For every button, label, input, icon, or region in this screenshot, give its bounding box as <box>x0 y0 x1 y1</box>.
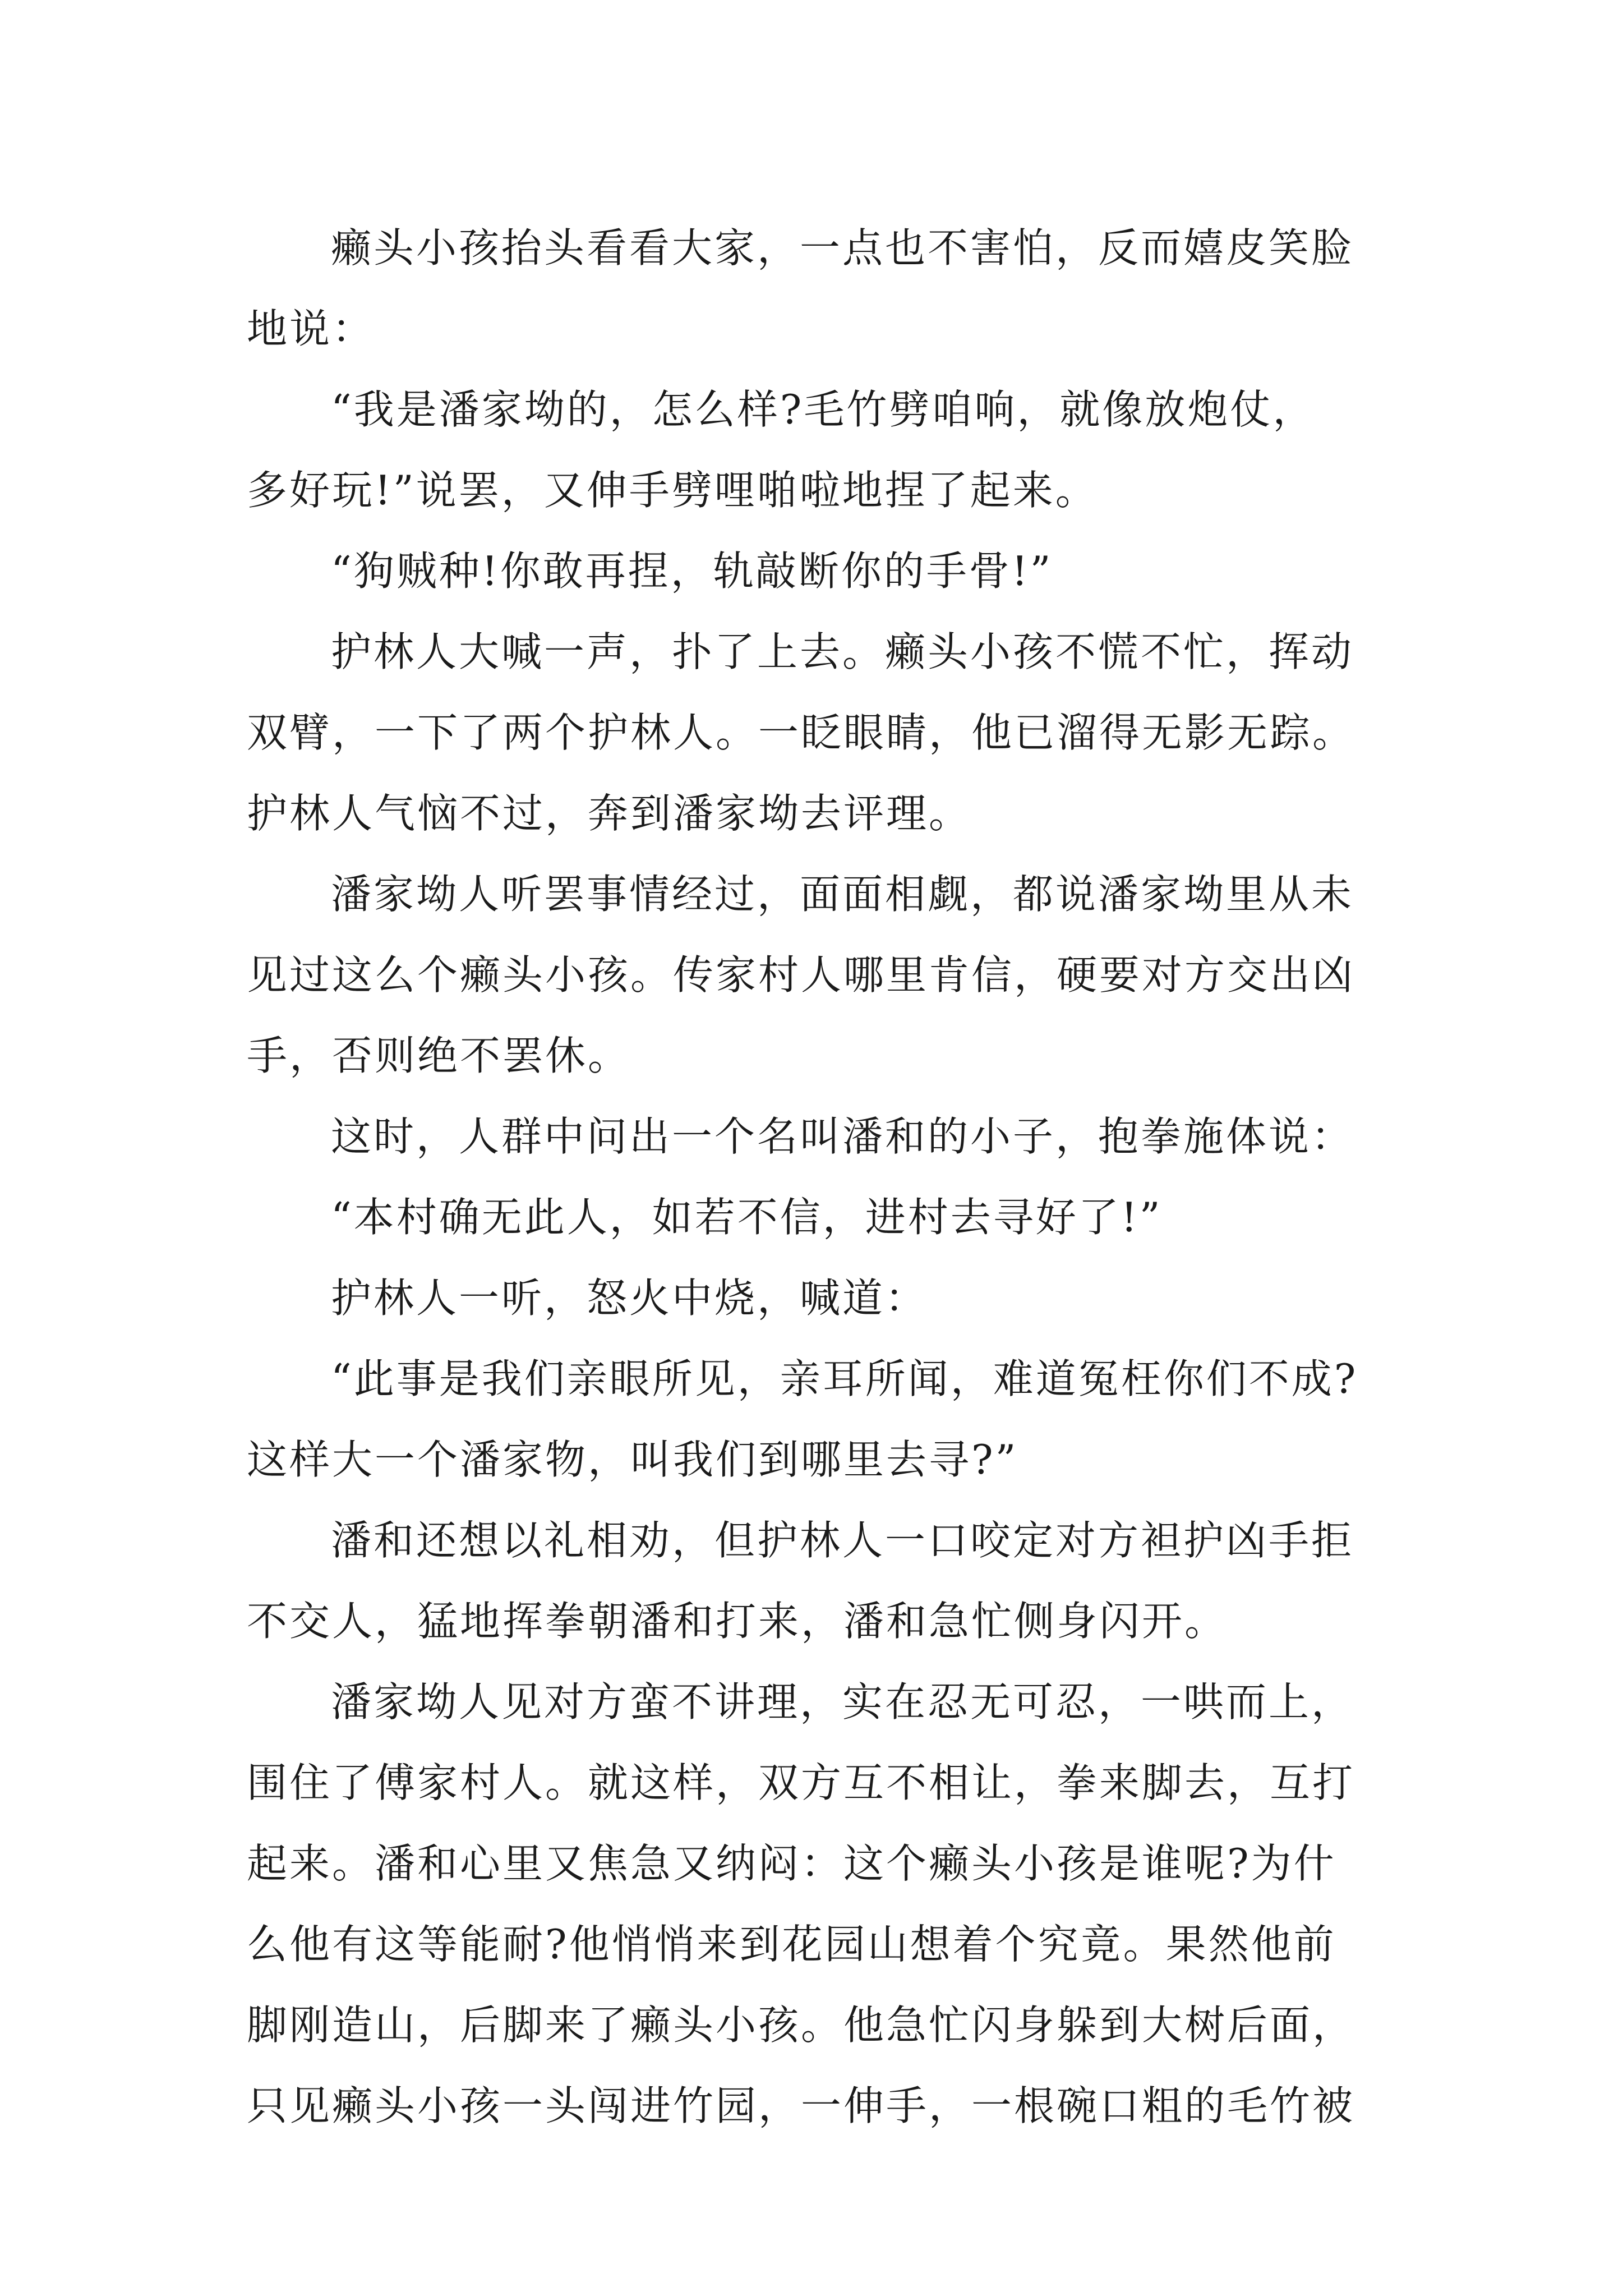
text-line: 围住了傅家村人。就这样，双方互不相让，拳来脚去，互打 <box>247 1759 1355 1806</box>
text-line: 地说： <box>247 305 375 352</box>
text-line: “狗贼种!你敢再捏，轨敲断你的手骨!” <box>331 547 1053 595</box>
text-line: 不交人，猛地挥拳朝潘和打来，潘和急忙侧身闪开。 <box>247 1598 1228 1645</box>
text-line: 护林人一听，怒火中烧，喊道： <box>331 1274 928 1322</box>
text-line: 潘家坳人见对方蛮不讲理，实在忍无可忍，一哄而上， <box>331 1678 1354 1726</box>
text-line: “我是潘家坳的，怎么样?毛竹劈咱响，就像放炮仗， <box>331 386 1316 433</box>
text-line: 见过这么个癞头小孩。传家村人哪里肯信，硬要对方交出凶 <box>247 951 1355 999</box>
text-line: 多好玩!”说罢，又伸手劈哩啪啦地捏了起来。 <box>247 467 1098 514</box>
text-line: 脚刚造山，后脚来了癞头小孩。他急忙闪身躲到大树后面， <box>247 2001 1355 2049</box>
text-line: 双臂，一下了两个护林人。一眨眼睛，他已溜得无影无踪。 <box>247 709 1355 756</box>
text-line: 只见癞头小孩一头闯进竹园，一伸手，一根碗口粗的毛竹被 <box>247 2082 1355 2129</box>
text-line: 么他有这等能耐?他悄悄来到花园山想着个究竟。果然他前 <box>247 1921 1336 1968</box>
text-line: 这样大一个潘家物，叫我们到哪里去寻?” <box>247 1436 1018 1483</box>
text-line: 护林人气恼不过，奔到潘家坳去评理。 <box>247 790 972 837</box>
text-line: “此事是我们亲眼所见，亲耳所闻，难道冤枉你们不成? <box>331 1355 1358 1402</box>
text-line: 潘家坳人听罢事情经过，面面相觑，都说潘家坳里从未 <box>331 871 1354 918</box>
text-line: 起来。潘和心里又焦急又纳闷：这个癞头小孩是谁呢?为什 <box>247 1840 1336 1887</box>
text-line: “本村确无此人，如若不信，进村去寻好了!” <box>331 1194 1163 1241</box>
text-line: 这时，人群中问出一个名叫潘和的小子，抱拳施体说： <box>331 1113 1354 1160</box>
text-line: 潘和还想以礼相劝，但护林人一口咬定对方袒护凶手拒 <box>331 1517 1354 1564</box>
text-line: 手，否则绝不罢休。 <box>247 1032 631 1079</box>
text-line: 护林人大喊一声，扑了上去。癞头小孩不慌不忙，挥动 <box>331 628 1354 675</box>
text-line: 癞头小孩抬头看看大家，一点也不害怕，反而嬉皮笑脸 <box>331 224 1354 272</box>
